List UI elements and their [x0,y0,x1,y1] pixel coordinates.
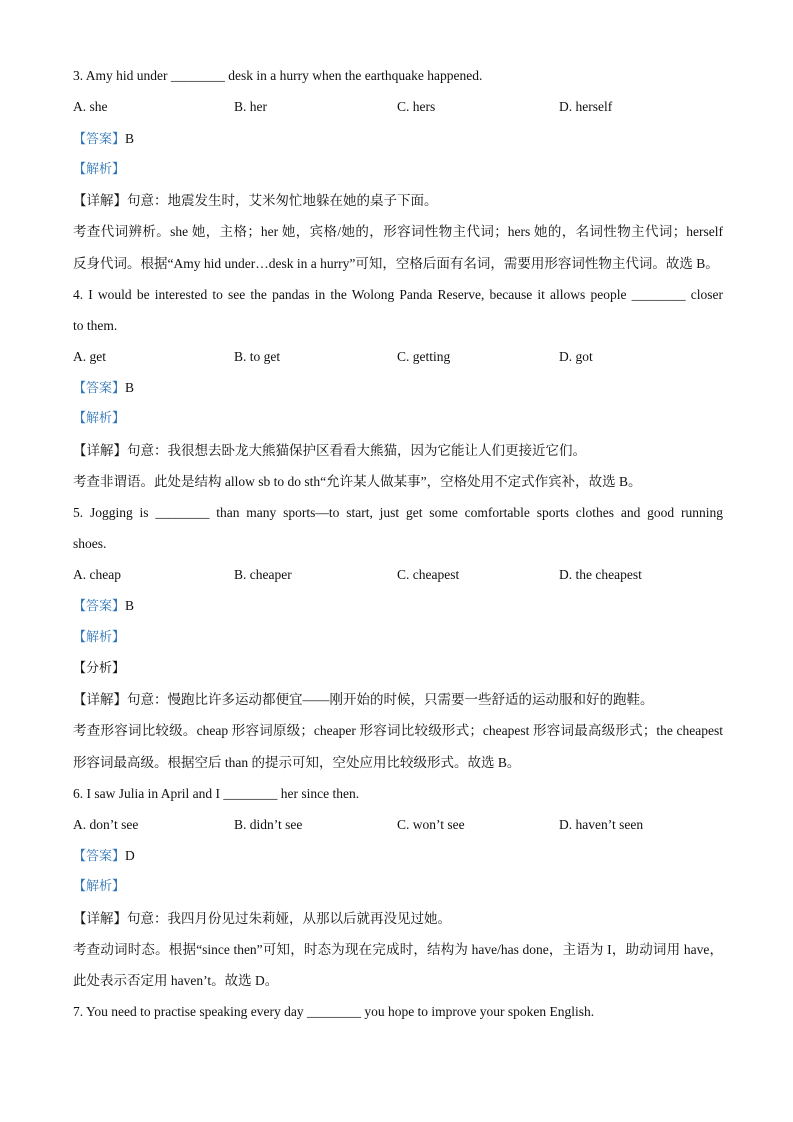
question-4-stem-2: to them. [73,318,118,333]
option-a: A. don’t see [73,817,139,832]
answer-value: B [125,598,135,613]
question-3-detail-1: 【详解】句意：地震发生时，艾米匆忙地躲在她的桌子下面。 [73,193,438,208]
question-5-detail-2: 考查形容词比较级。cheap 形容词原级；cheaper 形容词比较级形式；cheapest 形容词最高级形式；the cheapest [73,723,723,738]
option-d: D. haven’t seen [559,817,644,832]
question-3-analysis-label: 【解析】 [73,162,126,177]
question-4-analysis-label: 【解析】 [73,411,126,426]
option-c: C. getting [397,349,451,364]
answer-label: 【答案】 [73,849,126,864]
question-4-detail-1: 【详解】句意：我很想去卧龙大熊猫保护区看看大熊猫，因为它能让人们更接近它们。 [73,443,586,458]
question-5-stem-1: 5. Jogging is ________ than many sports—to start, just get some comfortable sports clothes and good running [73,505,723,520]
question-6-detail-2: 考查动词时态。根据“since then”可知，时态为现在完成时，结构为 have/has done，主语为 I，助动词用 have， [73,942,723,957]
question-3-stem: 3. Amy hid under ________ desk in a hurry when the earthquake happened. [73,68,483,83]
option-a: A. get [73,349,106,364]
option-d: D. the cheapest [559,567,642,582]
option-c: C. won’t see [397,817,465,832]
option-a: A. she [73,99,108,114]
answer-label: 【答案】 [73,599,126,614]
question-6-detail-3: 此处表示否定用 haven’t。故选 D。 [73,973,279,988]
question-6-detail-1: 【详解】句意：我四月份见过朱莉娅，从那以后就再没见过她。 [73,911,451,926]
option-b: B. cheaper [234,567,292,582]
question-5-stem-2: shoes. [73,536,107,551]
question-5-analysis-label: 【解析】 [73,630,126,645]
option-c: C. hers [397,99,436,114]
answer-value: B [125,131,135,146]
question-6-analysis-label: 【解析】 [73,879,126,894]
question-3-detail-2: 考查代词辨析。she 她，主格；her 她，宾格/她的，形容词性物主代词；hers 她的，名词性物主代词；herself [73,224,723,239]
question-4-stem-1: 4. I would be interested to see the pandas in the Wolong Panda Reserve, because it allows people ________ closer [73,287,723,302]
question-4-answer [73,379,723,398]
answer-label: 【答案】 [73,132,126,147]
question-6-answer [73,847,723,866]
question-7-stem: 7. You need to practise speaking every day ________ you hope to improve your spoken English. [73,1004,595,1019]
answer-value: D [125,848,135,863]
option-b: B. to get [234,349,281,364]
question-3-answer [73,130,723,149]
question-5-detail-3: 形容词最高级。根据空后 than 的提示可知，空处应用比较级形式。故选 B。 [73,755,521,770]
option-d: D. got [559,349,593,364]
question-4-detail-2: 考查非谓语。此处是结构 allow sb to do sth“允许某人做某事”，空格处用不定式作宾补，故选 B。 [73,474,642,489]
answer-value: B [125,380,135,395]
option-b: B. didn’t see [234,817,303,832]
option-d: D. herself [559,99,613,114]
question-5-detail-1: 【详解】句意：慢跑比许多运动都便宜——刚开始的时候，只需要一些舒适的运动服和好的跑鞋。 [73,692,654,707]
question-5-answer [73,597,723,616]
option-b: B. her [234,99,267,114]
option-a: A. cheap [73,567,121,582]
question-5-extra-label: 【分析】 [73,661,126,676]
option-c: C. cheapest [397,567,460,582]
question-3-detail-3: 反身代词。根据“Amy hid under…desk in a hurry”可知，空格后面有名词，需要用形容词性物主代词。故选 B。 [73,256,719,271]
answer-label: 【答案】 [73,381,126,396]
question-6-stem: 6. I saw Julia in April and I ________ her since then. [73,786,360,801]
